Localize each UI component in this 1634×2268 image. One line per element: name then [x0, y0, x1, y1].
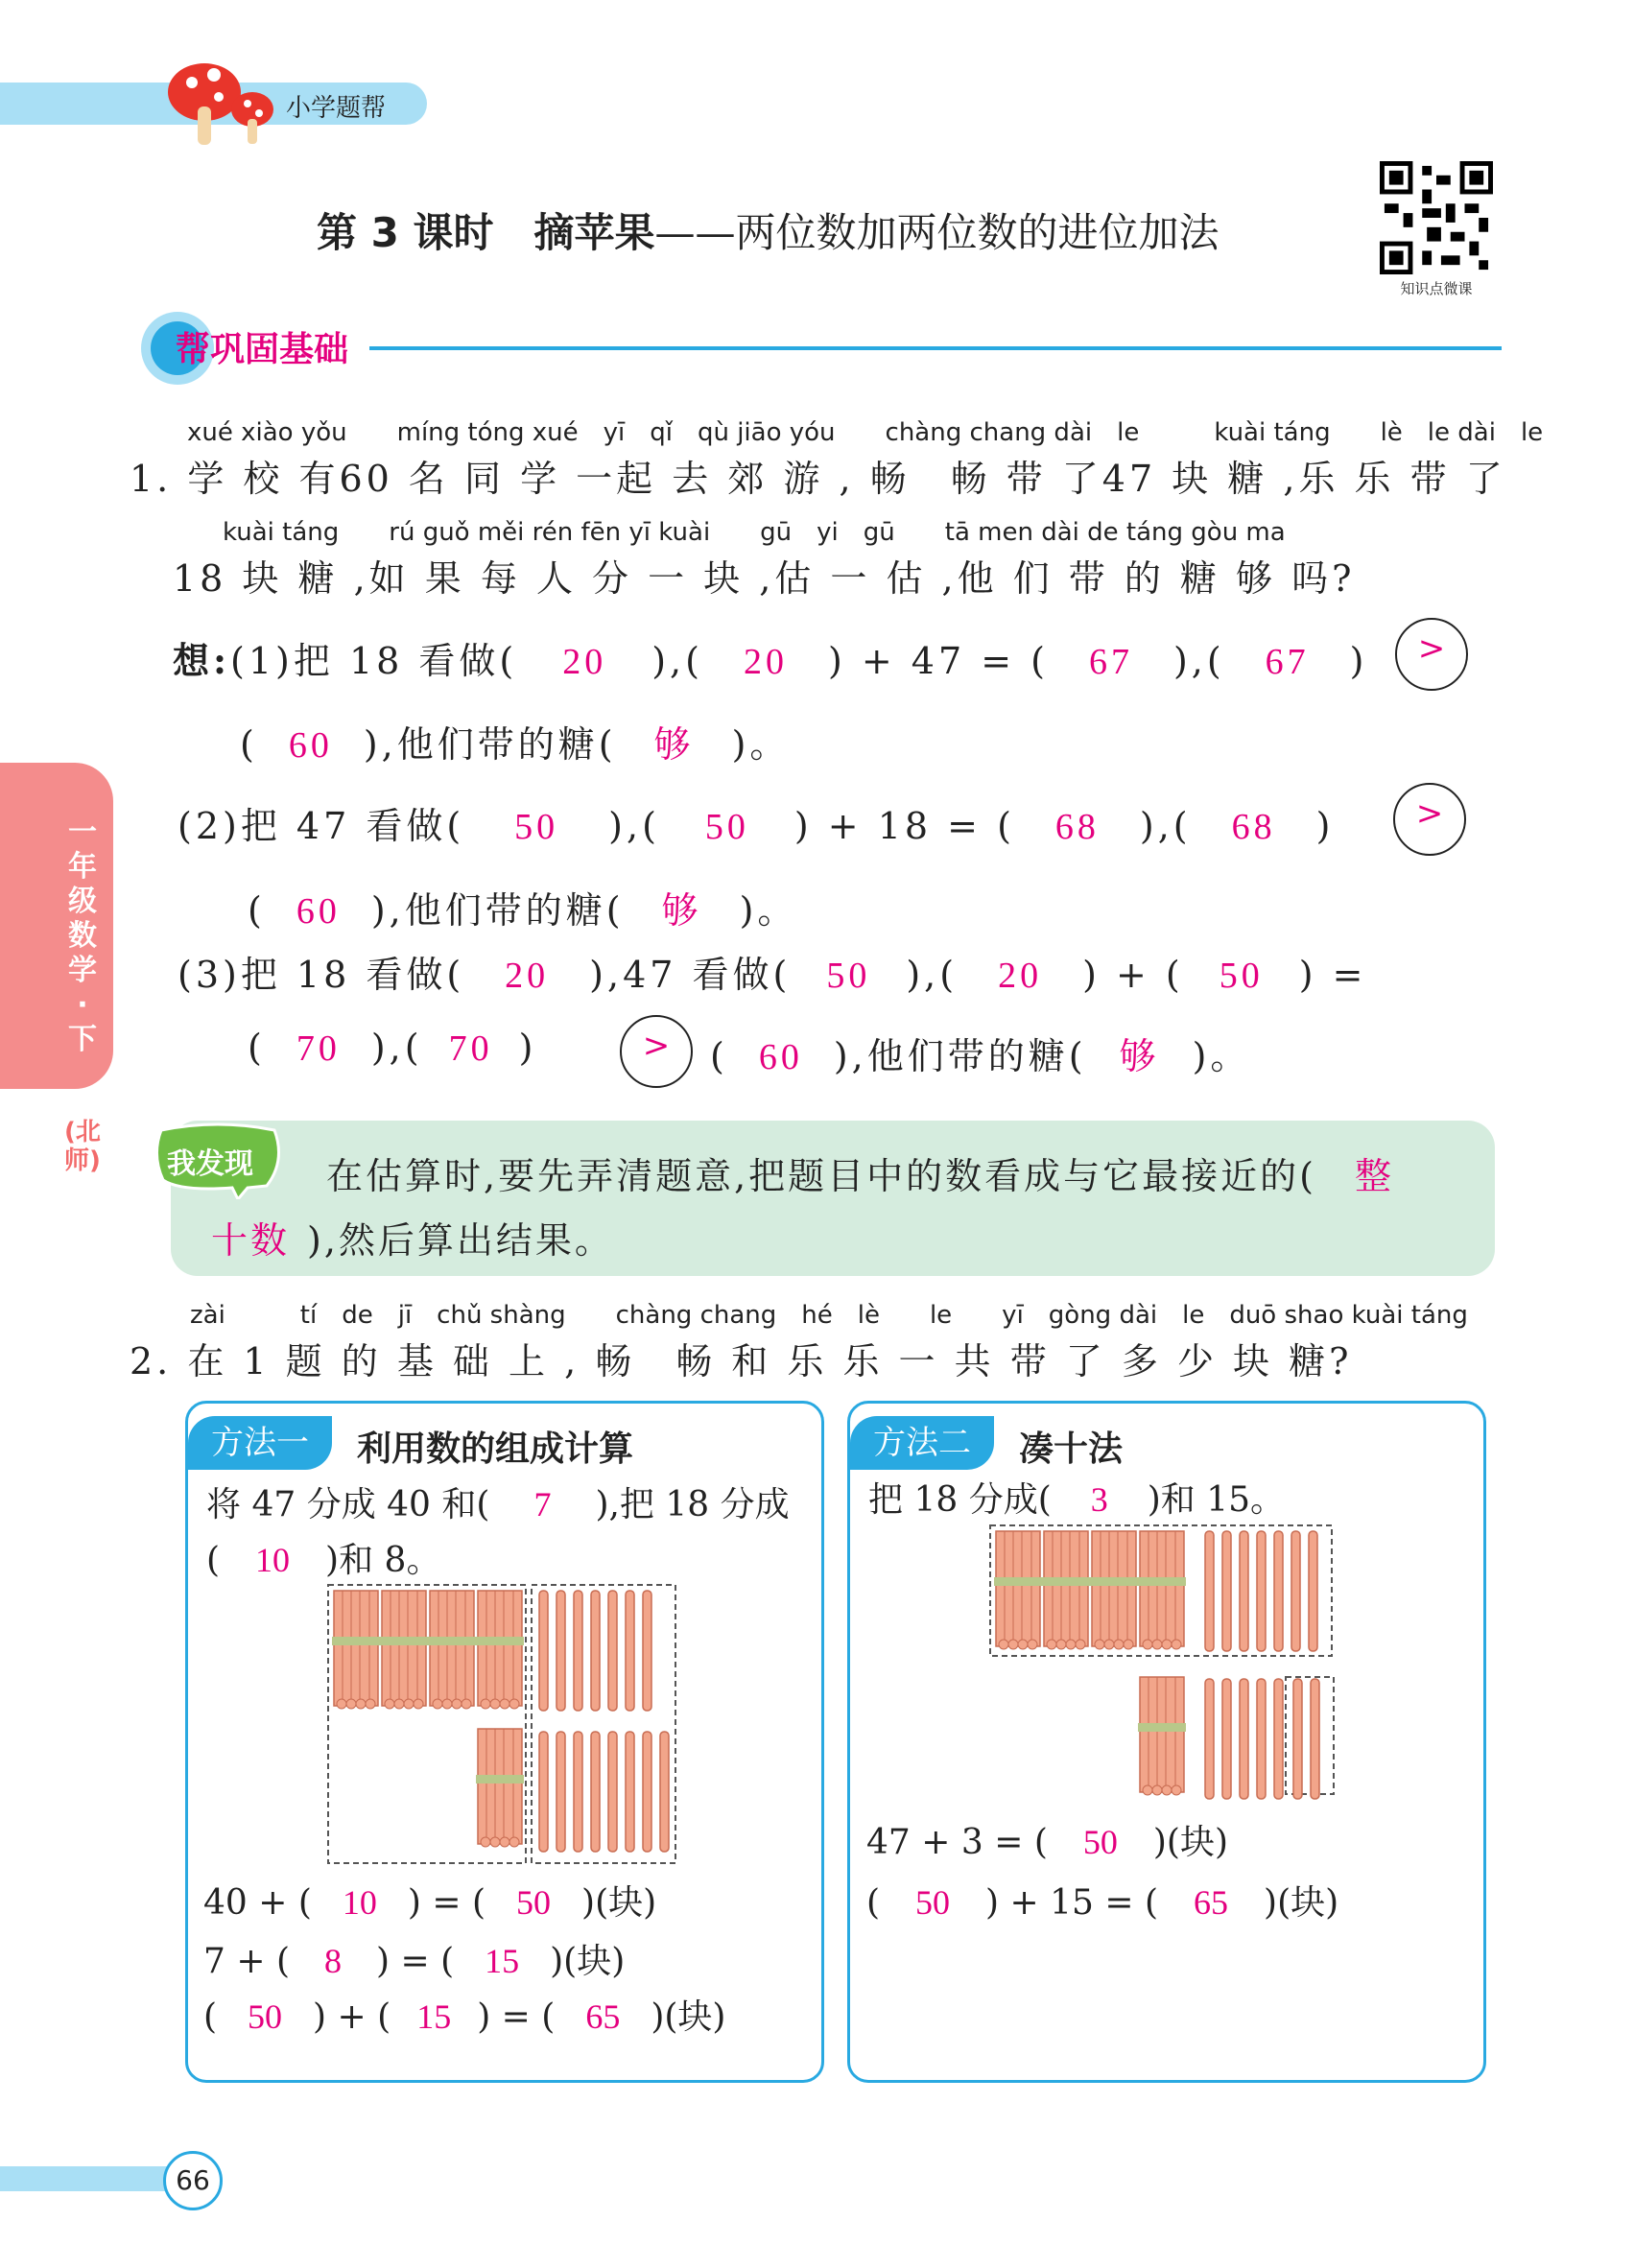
section-divider: [369, 346, 1502, 350]
think-label: 想:: [173, 639, 231, 682]
text: )和 15。: [1147, 1480, 1286, 1520]
text: ): [1315, 805, 1335, 847]
text: ),(: [608, 805, 660, 847]
text: (: [248, 1027, 266, 1069]
text: 40 + (: [203, 1883, 312, 1923]
method2-badge: 方法二: [850, 1416, 994, 1470]
q1-part3-row2-tail: [710, 1027, 1250, 1079]
text: ) + 18 = (: [793, 805, 1015, 847]
answer-16: 50: [1219, 956, 1264, 996]
answer-15: 20: [998, 956, 1043, 996]
text: ) = (: [477, 1997, 556, 2037]
text: )(块): [651, 1997, 726, 2037]
text: (: [206, 1541, 221, 1580]
text: ) = (: [376, 1942, 455, 1981]
section-label: 帮巩固基础: [176, 330, 349, 369]
discover-badge-text: 我发现: [167, 1147, 253, 1181]
method1-eq1-y: 50: [516, 1883, 552, 1922]
text: 将 47 分成 40 和(: [206, 1485, 490, 1524]
answer-7: 50: [514, 807, 559, 847]
method1-eq1: [203, 1876, 656, 1925]
method2-answer-1: 3: [1090, 1480, 1108, 1519]
side-tab-grade: 一年级数学·下: [68, 815, 97, 1056]
q1-line-2: 18 块 糖 ,如 果 每 人 分 一 块 ,估 一 估 ,他 们 带 的 糖 够 吗?: [173, 557, 1356, 600]
text: )。: [1192, 1035, 1251, 1077]
q1-part1-row2: [240, 715, 790, 768]
text: )(块): [550, 1942, 626, 1981]
discover-answer-1: 整: [1355, 1157, 1395, 1197]
answer-14: 50: [826, 956, 871, 996]
text: ) + (: [313, 1997, 391, 2037]
method1-eq3-z: 65: [585, 1997, 621, 2036]
text: ) + 47 = (: [827, 640, 1049, 682]
title-main: 第 3 课时 摘苹果: [317, 209, 655, 256]
answer-20: 够: [1119, 1037, 1160, 1077]
text: (: [248, 889, 266, 932]
q2-pinyin: zài tí de jī chǔ shàng chàng chang hé lè le yī gòng dài le duō shao kuài táng: [190, 1301, 1468, 1330]
text: (2)把 47 看做(: [178, 805, 465, 847]
text: )(块): [581, 1883, 657, 1923]
text: ),(: [906, 954, 959, 996]
text: (1)把 18 看做(: [230, 640, 518, 682]
text: ),(: [1139, 805, 1192, 847]
q1-line-1: 1. 学 校 有60 名 同 学 一起 去 郊 游 , 畅 畅 带 了47 块 糖 ,乐 乐 带 了: [130, 458, 1506, 500]
text: ),(: [370, 1027, 423, 1069]
method2-eq1: [866, 1815, 1228, 1864]
text: 7 + (: [203, 1942, 290, 1981]
text: (: [710, 1035, 728, 1077]
text: )和 8。: [325, 1541, 441, 1580]
q1-part2-row2: [248, 881, 797, 933]
answer-8: 50: [704, 807, 749, 847]
compare-circle-2: >: [1393, 783, 1466, 856]
text: 47 + 3 = (: [866, 1823, 1048, 1862]
text: ),(: [651, 640, 703, 682]
method2-eq2-x: 50: [915, 1883, 951, 1922]
qr-caption: 知识点微课: [1400, 280, 1473, 297]
answer-1: 20: [562, 642, 607, 682]
text: ),把 18 分成: [595, 1485, 790, 1524]
answer-19: 60: [758, 1037, 803, 1077]
method2-title: 凑十法: [1019, 1429, 1124, 1469]
method1-line1: [206, 1477, 790, 1526]
method1-eq1-x: 10: [342, 1883, 377, 1922]
q1-part1-row1: [173, 631, 1368, 684]
text: )(块): [1152, 1823, 1228, 1862]
method2-eq2: [866, 1876, 1338, 1925]
answer-18: 70: [448, 1028, 493, 1069]
text: ),然后算出结果。: [307, 1219, 614, 1262]
page-title: [317, 201, 1219, 259]
answer-3: 67: [1088, 642, 1133, 682]
text: ),他们带的糖(: [363, 723, 617, 766]
q2-line: 2. 在 1 题 的 基 础 上 , 畅 畅 和 乐 乐 一 共 带 了 多 少 块 糖?: [130, 1340, 1353, 1382]
title-sub: ——两位数加两位数的进位加法: [654, 209, 1220, 256]
method1-eq3-x: 50: [248, 1997, 283, 2036]
text: ),他们带的糖(: [370, 889, 625, 932]
text: ),(: [1172, 640, 1225, 682]
method1-line2: [206, 1533, 440, 1582]
answer-2: 20: [743, 642, 788, 682]
q1-part3-row1: [178, 945, 1366, 998]
page-bar: [0, 2166, 184, 2191]
discover-text-1: [326, 1146, 1394, 1199]
q1-pinyin-1: xué xiào yǒu míng tóng xué yī qǐ qù jiāo yóu chàng chang dài le kuài táng lè le dài le: [187, 418, 1544, 447]
q1-pinyin-2: kuài táng rú guǒ měi rén fēn yī kuài gū yi gū tā men dài de táng gòu ma: [223, 518, 1286, 547]
method2-eq1-x: 50: [1082, 1823, 1118, 1861]
method1-eq2: [203, 1934, 625, 1983]
text: (3)把 18 看做(: [178, 954, 465, 996]
text: )。: [739, 889, 798, 932]
discover-text-2: [211, 1211, 614, 1264]
q1-part3-row2: [248, 1027, 536, 1070]
text: ) =: [1298, 954, 1367, 996]
text: (: [240, 723, 258, 766]
answer-10: 68: [1231, 807, 1276, 847]
qr-code-icon[interactable]: [1379, 161, 1494, 274]
discover-answer-2: 十数: [211, 1221, 291, 1262]
method2-eq2-y: 65: [1194, 1883, 1229, 1922]
text: ) = (: [407, 1883, 486, 1923]
q1-part2-row1: [178, 796, 1334, 849]
method1-eq2-y: 15: [485, 1942, 520, 1980]
text: ),他们带的糖(: [833, 1035, 1087, 1077]
answer-17: 70: [296, 1028, 341, 1069]
text: ) + (: [1082, 954, 1184, 996]
text: ): [518, 1027, 537, 1069]
answer-4: 67: [1265, 642, 1310, 682]
answer-11: 60: [296, 891, 341, 932]
sticks-bundles-illustration-1: [326, 1583, 681, 1871]
answer-6: 够: [653, 725, 695, 766]
method1-answer-1: 7: [533, 1485, 552, 1524]
text: )(块): [1264, 1883, 1339, 1923]
text: (: [203, 1997, 218, 2037]
answer-5: 60: [288, 725, 333, 766]
method1-eq2-x: 8: [324, 1942, 342, 1980]
text: ),47 看做(: [589, 954, 792, 996]
compare-circle-3: >: [620, 1015, 693, 1088]
method1-title: 利用数的组成计算: [357, 1429, 634, 1469]
answer-13: 20: [505, 956, 550, 996]
method1-badge: 方法一: [188, 1416, 332, 1470]
sticks-bundles-illustration-2: [988, 1524, 1343, 1802]
method1-answer-2: 10: [255, 1541, 291, 1579]
answer-12: 够: [661, 891, 702, 932]
mushroom-logo-icon: [161, 54, 286, 150]
text: ): [1349, 640, 1368, 682]
text: )。: [731, 723, 791, 766]
method1-eq3: [203, 1990, 725, 2039]
text: 把 18 分成(: [868, 1480, 1052, 1520]
method1-eq3-y: 15: [416, 1997, 452, 2036]
side-tab-edition: (北师): [64, 1118, 101, 1175]
page-number: 66: [163, 2151, 223, 2210]
text: ) + 15 = (: [985, 1883, 1159, 1923]
answer-9: 68: [1054, 807, 1100, 847]
method2-line1: [868, 1473, 1285, 1522]
brand-name: 小学题帮: [286, 94, 387, 123]
compare-circle-1: >: [1395, 618, 1468, 691]
text: (: [866, 1883, 881, 1923]
text: 在估算时,要先弄清题意,把题目中的数看成与它最接近的(: [326, 1155, 1316, 1197]
